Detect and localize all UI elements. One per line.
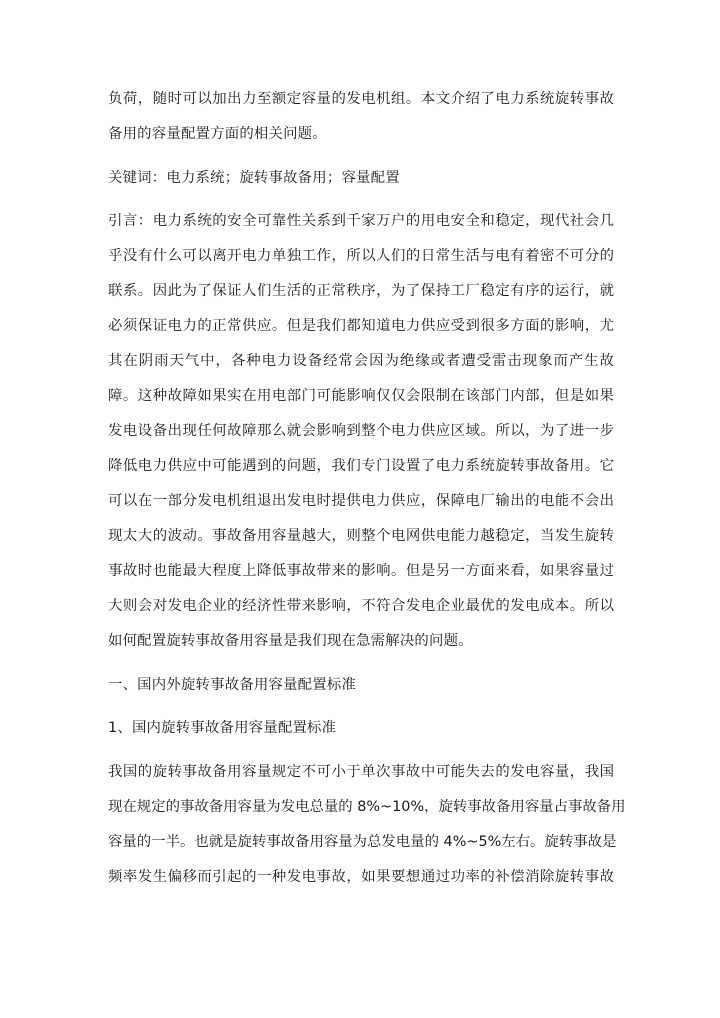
text-line: 大则会对发电企业的经济性带来影响，不符合发电企业最优的发电成本。所以: [108, 598, 614, 614]
text-line: 降低电力供应中可能遇到的问题，我们专门设置了电力系统旋转事故备用。它: [108, 458, 614, 474]
text-line: 必须保证电力的正常供应。但是我们都知道电力供应受到很多方面的影响，尤: [108, 318, 614, 334]
text-line: 事故时也能最大程度上降低事故带来的影响。但是另一方面来看，如果容量过: [108, 563, 614, 579]
text-line: 可以在一部分发电机组退出发电时提供电力供应，保障电厂输出的电能不会出: [108, 493, 614, 509]
text-line: 如何配置旋转事故备用容量是我们现在急需解决的问题。: [108, 633, 473, 649]
text-line: 现太大的波动。事故备用容量越大，则整个电网供电能力越稳定，当发生旋转: [108, 528, 614, 544]
keywords-line: 关键词：电力系统；旋转事故备用；容量配置: [108, 170, 400, 186]
text-line: 备用的容量配置方面的相关问题。: [108, 126, 327, 142]
text-line: 频率发生偏移而引起的一种发电事故，如果要想通过功率的补偿消除旋转事故: [108, 869, 614, 885]
text-line: 我国的旋转事故备用容量规定不可小于单次事故中可能失去的发电容量，我国: [108, 764, 614, 780]
text-line: 其在阴雨天气中，各种电力设备经常会因为绝缘或者遭受雷击现象而产生故: [108, 353, 614, 369]
text-line: 障。这种故障如果实在用电部门可能影响仅仅会限制在该部门内部，但是如果: [108, 388, 614, 404]
text-line: 负荷，随时可以加出力至额定容量的发电机组。本文介绍了电力系统旋转事故: [108, 91, 614, 107]
section-heading: 一、国内外旋转事故备用容量配置标准: [108, 677, 357, 693]
text-line: 现在规定的事故备用容量为发电总量的 8%~10%，旋转事故备用容量占事故备用: [108, 799, 626, 815]
subsection-heading: 1、国内旋转事故备用容量配置标准: [108, 720, 337, 736]
text-line: 联系。因此为了保证人们生活的正常秩序，为了保持工厂稳定有序的运行，就: [108, 283, 614, 299]
text-line: 引言：电力系统的安全可靠性关系到千家万户的用电安全和稳定，现代社会几: [108, 213, 614, 229]
text-line: 容量的一半。也就是旋转事故备用容量为总发电量的 4%~5%左右。旋转事故是: [108, 834, 617, 850]
text-line: 乎没有什么可以离开电力单独工作，所以人们的日常生活与电有着密不可分的: [108, 248, 614, 264]
text-line: 发电设备出现任何故障那么就会影响到整个电力供应区域。所以，为了进一步: [108, 423, 614, 439]
